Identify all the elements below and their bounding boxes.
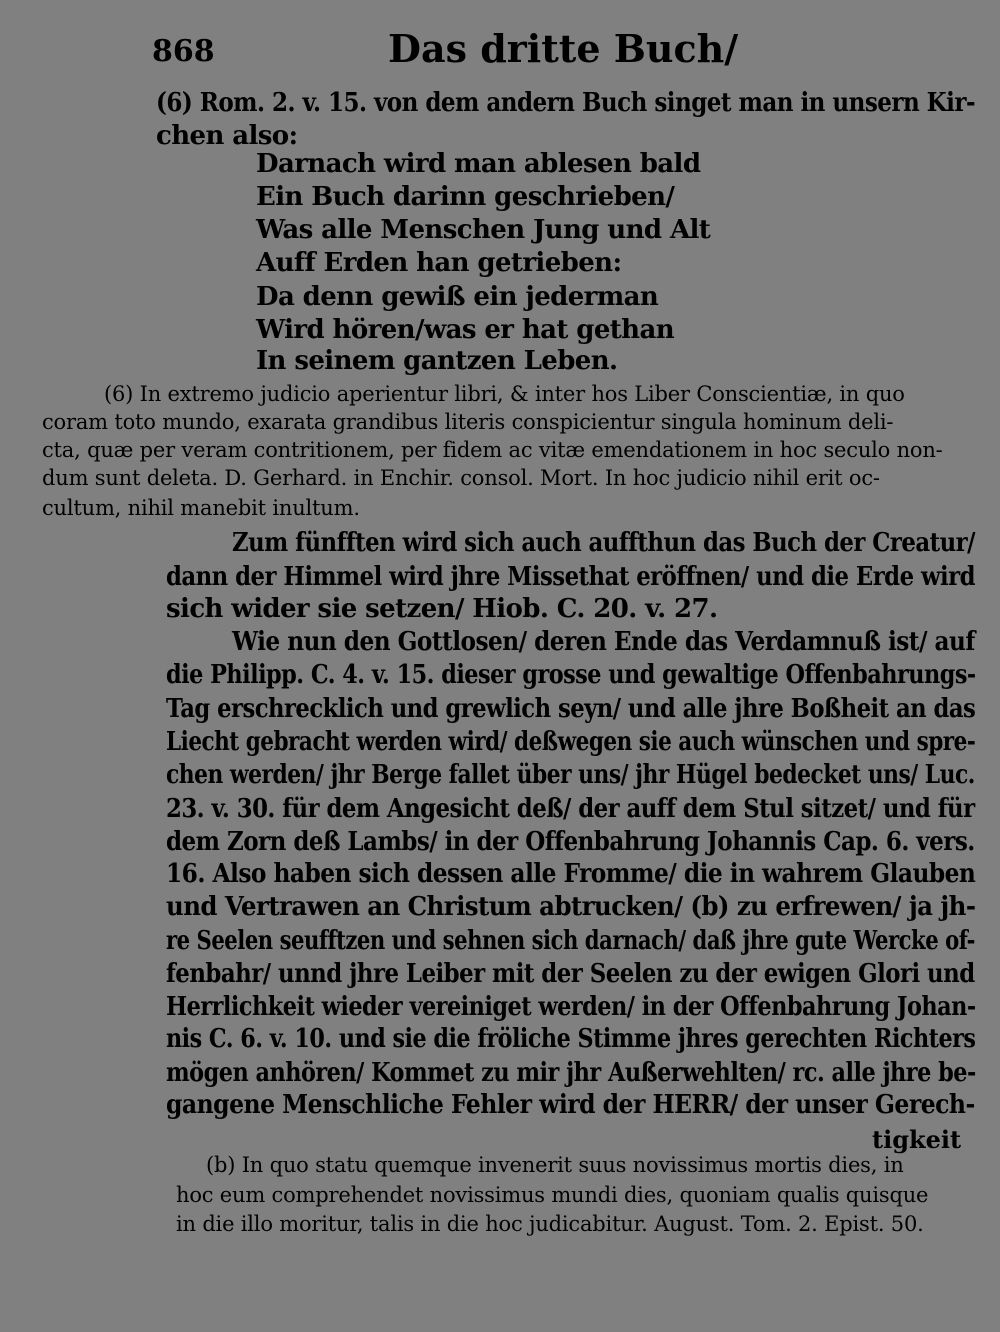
body-line: 23. v. 30. für dem Angesicht deß/ der auff dem Stul sitzet/ und für <box>166 794 975 824</box>
hymn-verse: Darnach wird man ablesen bald <box>256 149 701 179</box>
hymn-verse: Wird hören/was er hat gethan <box>256 315 675 345</box>
note-6-line: (6) Rom. 2. v. 15. von dem andern Buch singet man in unsern Kir- <box>156 88 976 118</box>
body-line: dem Zorn deß Lambs/ in der Offenbahrung Johannis Cap. 6. vers. <box>166 827 975 857</box>
body-line: nis C. 6. v. 10. und sie die fröliche Stimme jhres gerechten Richters <box>166 1024 976 1054</box>
hymn-verse: Was alle Menschen Jung und Alt <box>256 215 711 245</box>
body-line: 16. Also haben sich dessen alle Fromme/ die in wahrem Glauben <box>166 859 976 889</box>
hymn-verse: Da denn gewiß ein jederman <box>256 282 659 312</box>
page-number: 868 <box>152 34 215 69</box>
body-line: sich wider sie setzen/ Hiob. C. 20. v. 27. <box>166 594 718 624</box>
hymn-verse: Ein Buch darinn geschrieben/ <box>256 182 675 212</box>
hymn-verse: In seinem gantzen Leben. <box>256 346 618 376</box>
body-line: Zum fünfften wird sich auch auffthun das Buch der Creatur/ <box>232 528 975 558</box>
body-line: dann der Himmel wird jhre Missethat eröffnen/ und die Erde wird <box>166 562 976 592</box>
note-6-latin-line: cta, quæ per veram contritionem, per fidem ac vitæ emendationem in hoc seculo non- <box>42 438 943 462</box>
body-line: Tag erschrecklich und grewlich seyn/ und alle jhre Boßheit an das <box>166 694 976 724</box>
note-b-line: in die illo moritur, talis in die hoc judicabitur. August. Tom. 2. Epist. 50. <box>176 1212 924 1236</box>
note-6-latin-line: dum sunt deleta. D. Gerhard. in Enchir. consol. Mort. In hoc judicio nihil erit oc- <box>42 466 880 490</box>
body-line: chen werden/ jhr Berge fallet über uns/ jhr Hügel bedecket uns/ Luc. <box>166 760 975 790</box>
note-6-line: chen also: <box>156 121 298 151</box>
catchword: tigkeit <box>872 1125 962 1154</box>
body-line: fenbahr/ unnd jhre Leiber mit der Seelen zu der ewigen Glori und <box>166 959 975 989</box>
body-line: die Philipp. C. 4. v. 15. dieser grosse und gewaltige Offenbahrungs- <box>166 660 976 690</box>
body-line: gangene Menschliche Fehler wird der HERR/ der unser Gerech- <box>166 1090 975 1120</box>
body-line: Wie nun den Gottlosen/ deren Ende das Verdamnuß ist/ auf <box>232 627 975 657</box>
body-line: Herrlichkeit wieder vereiniget werden/ in der Offenbahrung Johan- <box>166 992 976 1022</box>
running-title: Das dritte Buch/ <box>388 26 739 71</box>
body-line: re Seelen seufftzen und sehnen sich darnach/ daß jhre gute Wercke of- <box>166 926 975 956</box>
body-line: Liecht gebracht werden wird/ deßwegen sie auch wünschen und spre- <box>166 727 976 757</box>
body-line: mögen anhören/ Kommet zu mir jhr Außerwehlten/ rc. alle jhre be- <box>166 1058 976 1088</box>
note-6-latin-line: cultum, nihil manebit inultum. <box>42 496 360 520</box>
body-line: und Vertrawen an Christum abtrucken/ (b) zu erfrewen/ ja jh- <box>166 892 976 922</box>
note-b-line: (b) In quo statu quemque invenerit suus novissimus mortis dies, in <box>206 1153 904 1177</box>
note-6-latin-line: coram toto mundo, exarata grandibus literis conspicientur singula hominum deli- <box>42 410 894 434</box>
hymn-verse: Auff Erden han getrieben: <box>256 248 622 278</box>
note-b-line: hoc eum comprehendet novissimus mundi dies, quoniam qualis quisque <box>176 1183 929 1207</box>
note-6-latin-line: (6) In extremo judicio aperientur libri, & inter hos Liber Conscientiæ, in quo <box>104 382 905 406</box>
